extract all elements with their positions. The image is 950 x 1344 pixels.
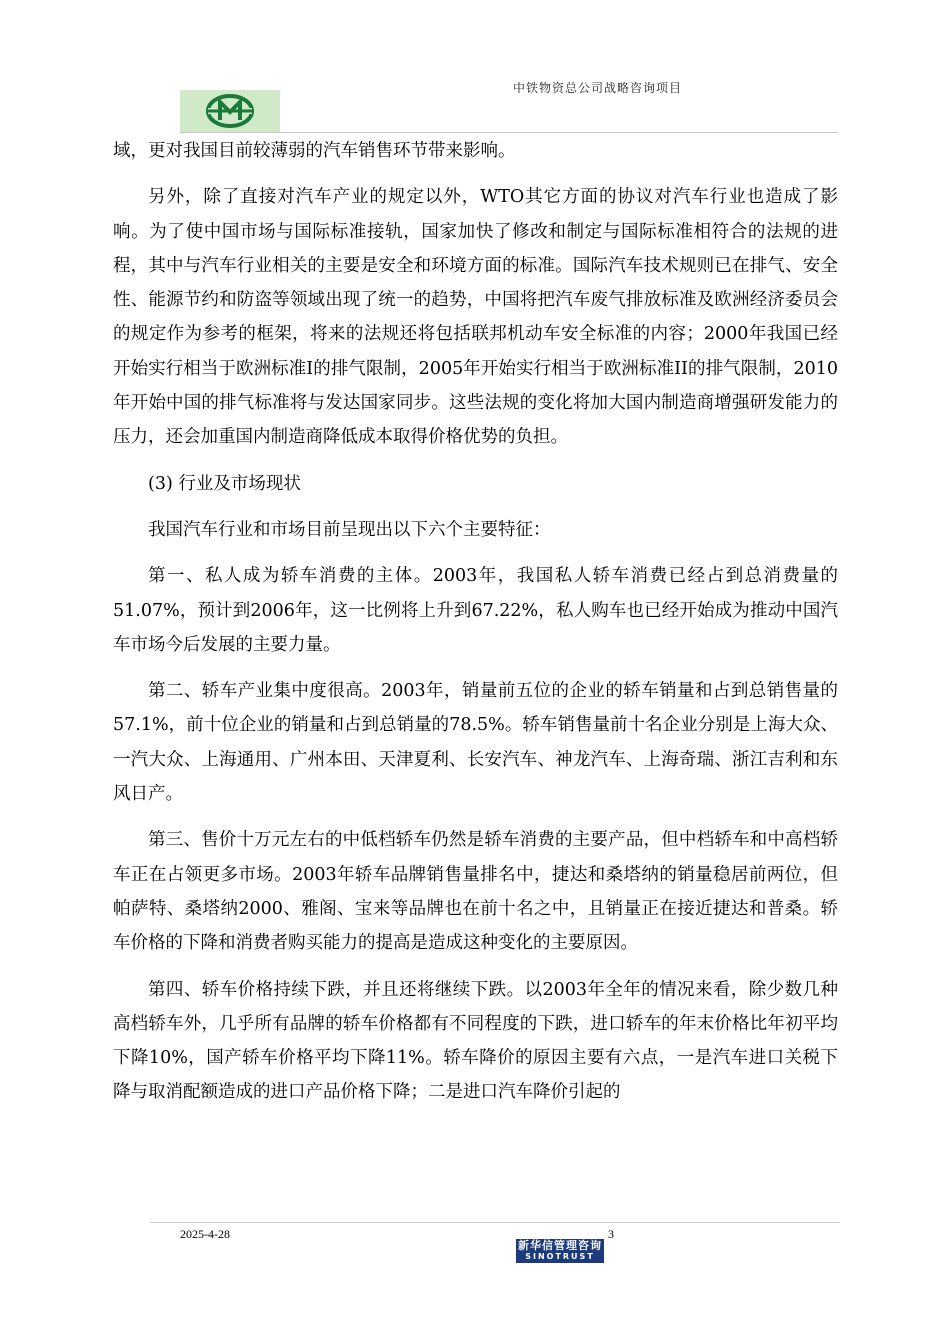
brand-name-en: SINOTRUST — [525, 1252, 595, 1261]
paragraph: 第二、轿车产业集中度很高。2003年，销量前五位的企业的轿车销量和占到总销售量的57.1%，前十位企业的销量和占到总销量的78.5%。轿车销售量前十名企业分别是上海大众、一汽大众、上海通用、广州本田、天津夏利、长安汽车、神龙汽车、上海奇瑞、浙江吉利和东风日产。 — [113, 681, 838, 805]
paragraph: 域，更对我国目前较薄弱的汽车销售环节带来影响。 — [113, 141, 516, 161]
document-body — [113, 134, 838, 1110]
header-divider — [180, 132, 838, 133]
footer-divider — [150, 1222, 840, 1223]
company-logo-icon — [180, 90, 280, 132]
page-number: 3 — [608, 1227, 614, 1241]
sinotrust-logo — [516, 1239, 604, 1263]
footer-date: 2025-4-28 — [180, 1227, 230, 1241]
section-heading: (3) 行业及市场现状 — [148, 473, 301, 494]
paragraph: 我国汽车行业和市场目前呈现出以下六个主要特征： — [148, 519, 551, 540]
brand-name-cn: 新华信管理咨询 — [518, 1239, 602, 1252]
header-title: 中铁物资总公司战略咨询项目 — [512, 81, 682, 95]
paragraph: 第一、私人成为轿车消费的主体。2003年，我国私人轿车消费已经占到总消费量的51.07%，预计到2006年，这一比例将上升到67.22%，私人购车也已经开始成为推动中国汽车市场今后发展的主要力量。 — [113, 566, 838, 655]
paragraph: 另外，除了直接对汽车产业的规定以外，WTO其它方面的协议对汽车行业也造成了影响。为了使中国市场与国际标准接轨，国家加快了修改和制定与国际标准相符合的法规的进程，其中与汽车行业相关的主要是安全和环境方面的标准。国际汽车技术规则已在排气、安全性、能源节约和防盗等领域出现了统一的趋势，中国将把汽车废气排放标准及欧洲经济委员会的规定作为参考的框架，将来的法规还将包括联邦机动车安全标准的内容；2000年我国已经开始实行相当于欧洲标准I的排气限制，2005年开始实行相当于欧洲标准II的排气限制，2010年开始中国的排气标准将与发达国家同步。这些法规的变化将加大国内制造商增强研发能力的压力，还会加重国内制造商降低成本取得价格优势的负担。 — [113, 187, 838, 448]
paragraph: 第四、轿车价格持续下跌，并且还将继续下跌。以2003年全年的情况来看，除少数几种高档轿车外，几乎所有品牌的轿车价格都有不同程度的下跌，进口轿车的年末价格比年初平均下降10%，国产轿车价格平均下降11%。轿车降价的原因主要有六点，一是汽车进口关税下降与取消配额造成的进口产品价格下降；二是进口汽车降价引起的 — [113, 979, 838, 1103]
paragraph: 第三、售价十万元左右的中低档轿车仍然是轿车消费的主要产品，但中档轿车和中高档轿车正在占领更多市场。2003年轿车品牌销售量排名中，捷达和桑塔纳的销量稳居前两位，但帕萨特、桑塔纳2000、雅阁、宝来等品牌也在前十名之中，且销量正在接近捷达和普桑。轿车价格的下降和消费者购买能力的提高是造成这种变化的主要原因。 — [113, 830, 838, 954]
